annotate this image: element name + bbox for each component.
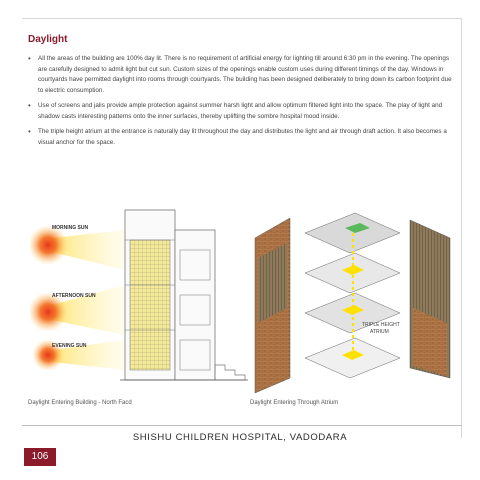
morning-sun-label: MORNING SUN [52,225,89,231]
section-title: Daylight [28,34,68,45]
bullet-list [28,54,456,153]
north-facade-elevation [30,200,250,390]
page-number: 106 [24,448,56,466]
page-frame-top [22,18,462,19]
atrium-exploded-view [250,198,455,398]
bullet-item: • The triple height atrium at the entrance is naturally day lit throughout the day and distributes the light and air through draft action. It also becomes a visual anchor for the space. [28,127,456,148]
morning-sun-icon [30,225,68,265]
atrium-label-line1: TRIPLE HEIGHT [362,322,400,328]
evening-sun-label: EVENING SUN [52,343,87,349]
page-frame-right [461,18,462,438]
caption-left: Daylight Entering Building - North Facd [28,400,132,406]
footer-divider [22,425,462,426]
bullet-item: • All the areas of the building are 100% day lit. There is no requirement of artificial energy for lighting till around 6:30 pm in the evening. The openings are carefully designed to admit light but cut sun. Custom sizes of the openings enable custom uses during different timings of the day. Windows in courtyards have permitted daylight into rooms through courtyards. The building has been designed deliberately to bring down its carbon footprint due to electric consumption. [28,54,456,96]
atrium-label-line2: ATRIUM [370,329,389,335]
afternoon-sun-label: AFTERNOON SUN [52,293,96,299]
bullet-item: • Use of screens and jalis provide ample protection against summer harsh light and allow optimum filtered light into the space. The play of light and shadow casts interesting patterns onto the inner surfaces, thereby uplifting the sombre hospital mood inside. [28,101,456,122]
footer-title: SHISHU CHILDREN HOSPITAL, VADODARA [132,432,348,443]
caption-right: Daylight Entering Through Atrium [250,400,339,406]
